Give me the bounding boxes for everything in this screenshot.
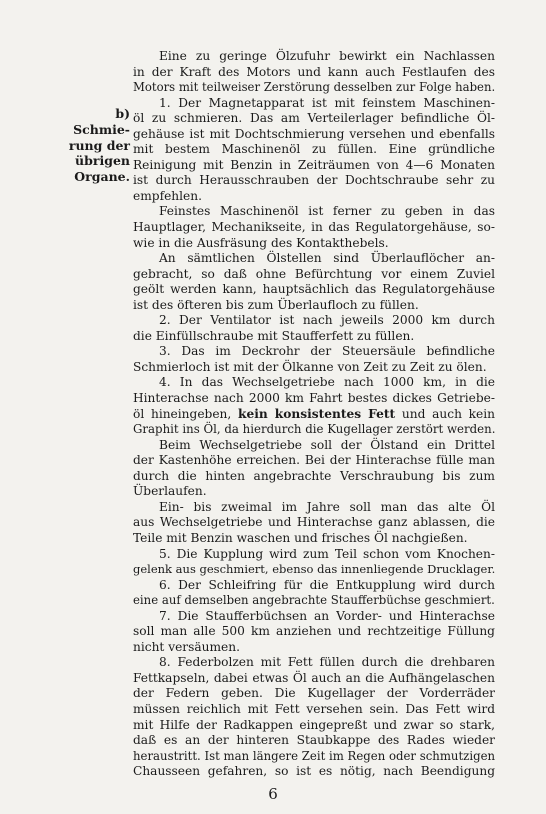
text-line: öl zu schmieren. Das am Verteilerlager befindliche Öl- <box>133 111 495 126</box>
text-line: durch die hinten angebrachte Verschraubung bis zum <box>133 468 495 483</box>
text-line: Ein- bis zweimal im Jahre soll man das alte Öl <box>159 499 495 514</box>
text-line: geölt werden kann, hauptsächlich das Regulatorgehäuse <box>133 282 495 297</box>
text-line: Eine zu geringe Ölzufuhr bewirkt ein Nachlassen <box>159 49 495 63</box>
text-line: daß es an der hinteren Staubkappe des Rades wieder <box>133 733 495 748</box>
text-line: Hinterachse nach 2000 km Fahrt bestes dickes Getriebe- <box>133 391 495 406</box>
text-run: und auch kein <box>395 406 496 421</box>
text-line: heraustritt. Ist man längere Zeit im Regen oder schmutzigen <box>133 748 496 763</box>
text-line: die Einfüllschraube mit Staufferfett zu füllen. <box>133 328 415 343</box>
text-line: Reinigung mit Benzin in Zeiträumen von 4—6 Monaten <box>133 157 495 172</box>
margin-note-line: rung der <box>68 137 130 153</box>
text-line: Teile mit Benzin waschen und frisches Öl nachgießen. <box>133 530 468 545</box>
text-line: Beim Wechselgetriebe soll der Ölstand ein Drittel <box>159 437 495 452</box>
text-line: empfehlen. <box>133 188 202 203</box>
text-line: 6. Der Schleifring für die Entkupplung wird durch <box>159 577 495 592</box>
text-line: in der Kraft des Motors und kann auch Festlaufen des <box>133 64 495 79</box>
text-line: Fettkapseln, dabei etwas Öl auch an die Aufhängelaschen <box>133 670 495 685</box>
margin-note-line: Organe. <box>74 169 130 185</box>
text-line: gelenk aus geschmiert, ebenso das innenliegende Drucklager. <box>133 562 496 577</box>
text-line: aus Wechselgetriebe und Hinterachse ganz ablassen, die <box>133 515 495 530</box>
margin-note <box>52 106 130 185</box>
text-line: 3. Das im Deckrohr der Steuersäule befindliche <box>159 344 495 359</box>
text-line: Schmierloch ist mit der Ölkanne von Zeit zu Zeit zu ölen. <box>133 359 487 374</box>
text-run: öl hineingeben, <box>133 406 239 421</box>
text-line: wie in die Ausfräsung des Kontakthebels. <box>133 235 389 250</box>
text-line: Motors mit teilweiser Zerstörung desselben zur Folge haben. <box>133 80 496 95</box>
text-line: 2. Der Ventilator ist nach jeweils 2000 km durch <box>159 313 495 328</box>
text-line: 1. Der Magnetapparat ist mit feinstem Maschinen- <box>159 95 495 110</box>
text-line: Feinstes Maschinenöl ist ferner zu geben in das <box>159 204 495 219</box>
text-line: 4. In das Wechselgetriebe nach 1000 km, in die <box>159 375 495 390</box>
text-line: Chausseen gefahren, so ist es nötig, nach Beendigung <box>133 764 495 779</box>
text-line: nicht versäumen. <box>133 639 240 654</box>
text-line: ist des öfteren bis zum Überlaufloch zu füllen. <box>133 297 419 312</box>
margin-note-line: übrigen <box>75 153 130 169</box>
bold-emphasis: kein konsistentes Fett <box>238 406 396 421</box>
page-number: 6 <box>268 785 278 803</box>
text-line: Graphit ins Öl, da hierdurch die Kugellager zerstört werden. <box>133 422 496 437</box>
margin-note-line: Schmie- <box>73 121 130 137</box>
text-line: müssen reichlich mit Fett versehen sein. Das Fett wird <box>133 701 495 716</box>
text-line: mit Hilfe der Radkappen eingepreßt und zwar so stark, <box>133 717 495 732</box>
text-line: ist durch Herausschrauben der Dochtschraube sehr zu <box>133 173 495 188</box>
text-line: 8. Federbolzen mit Fett füllen durch die drehbaren <box>159 655 495 670</box>
text-line: An sämtlichen Ölstellen sind Überlauflöcher an- <box>159 251 495 266</box>
text-line: der Federn geben. Die Kugellager der Vorderräder <box>133 686 495 701</box>
text-line: gehäuse ist mit Dochtschmierung versehen und ebenfalls <box>133 126 495 141</box>
text-line: Überlaufen. <box>133 484 207 499</box>
body-text <box>133 49 495 780</box>
text-line: mit bestem Maschinenöl zu füllen. Eine gründliche <box>133 142 495 157</box>
text-line: gebracht, so daß ohne Befürchtung vor einem Zuviel <box>133 266 495 281</box>
text-line: der Kastenhöhe erreichen. Bei der Hinterachse fülle man <box>133 453 495 468</box>
text-line: eine auf demselben angebrachte Staufferbüchse geschmiert. <box>133 593 495 608</box>
text-line: 5. Die Kupplung wird zum Teil schon vom Knochen- <box>159 546 495 561</box>
margin-note-line: b) <box>115 106 130 121</box>
text-line: 7. Die Staufferbüchsen an Vorder- und Hinterachse <box>159 608 495 623</box>
text-line: Hauptlager, Mechanikseite, in das Regulatorgehäuse, so- <box>133 220 495 235</box>
text-line <box>133 407 495 423</box>
text-line: soll man alle 500 km anziehen und rechtzeitige Füllung <box>133 624 495 639</box>
